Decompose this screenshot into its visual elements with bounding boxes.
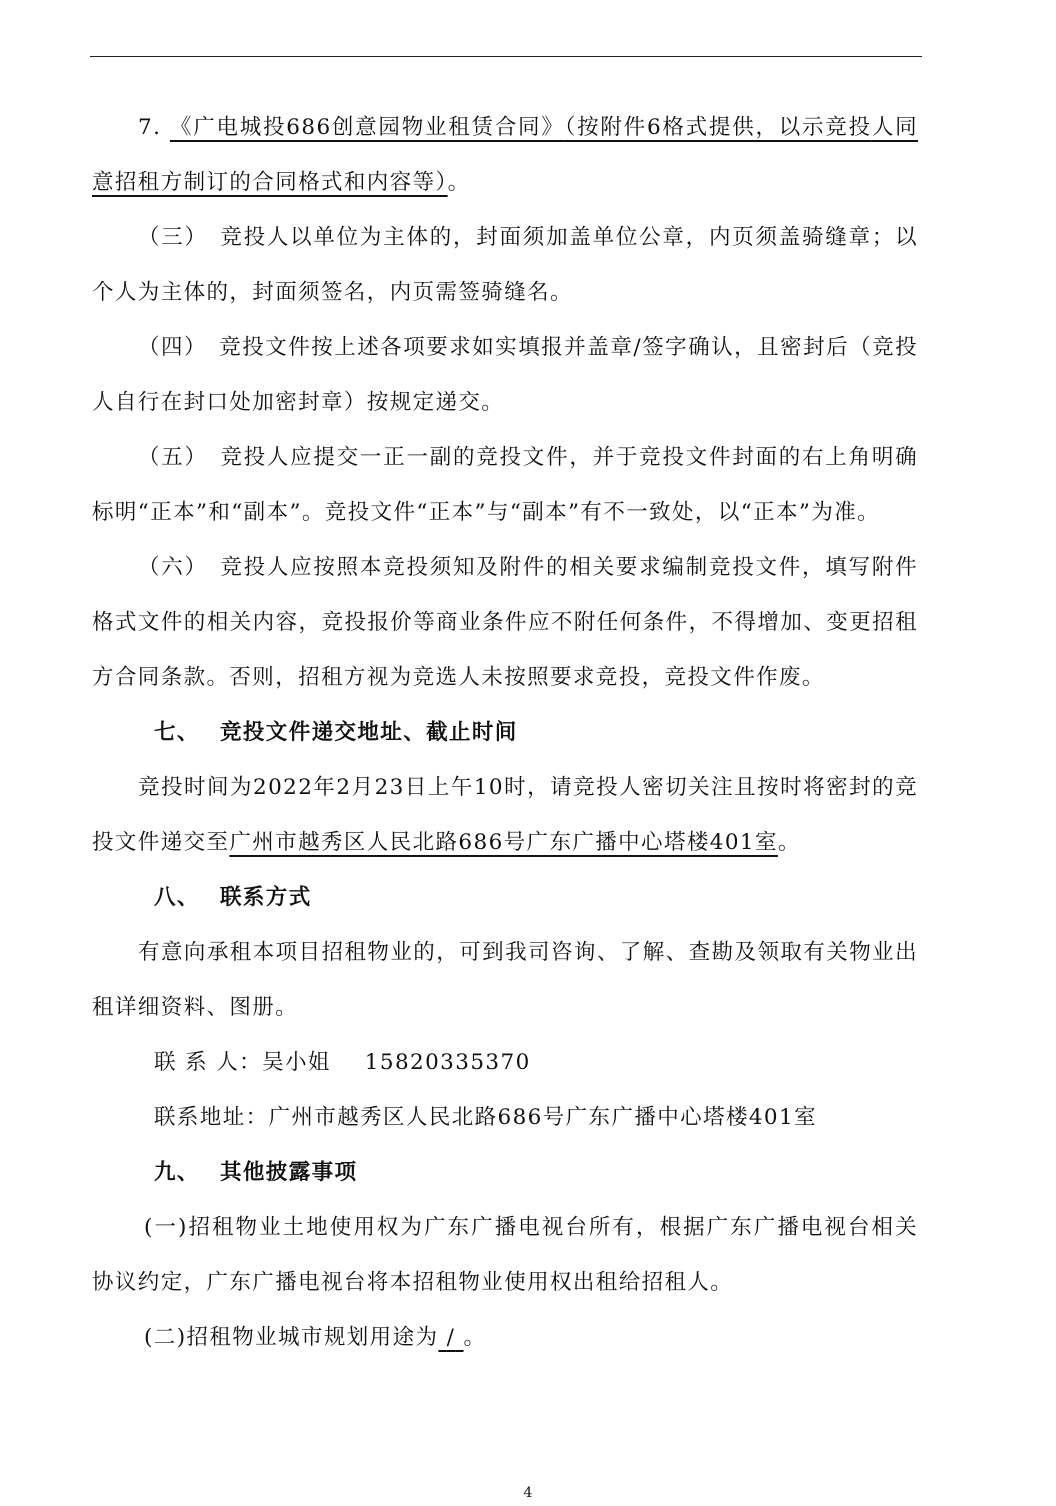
para-four: （四） 竞投文件按上述各项要求如实填报并盖章/签字确认，且密封后（竞投人自行在封口处加密封章）按规定递交。 bbox=[92, 335, 918, 415]
disclosure-two: (二)招租物业城市规划用途为 / 。 bbox=[144, 1325, 487, 1350]
contact-intro-para: 有意向承租本项目招租物业的，可到我司咨询、了解、查勘及领取有关物业出租详细资料、图册。 bbox=[92, 940, 918, 1020]
section-heading-8 bbox=[92, 870, 918, 925]
section-heading-7 bbox=[92, 705, 918, 760]
contact-phone: 15820335370 bbox=[364, 1050, 531, 1075]
section-7-number: 七、 bbox=[154, 720, 200, 745]
planned-use-value: / bbox=[446, 1325, 456, 1350]
contact-address-label: 联系地址： bbox=[154, 1105, 269, 1130]
section-9-title: 其他披露事项 bbox=[220, 1160, 358, 1185]
contact-person-line bbox=[92, 1035, 918, 1090]
section-8-number: 八、 bbox=[154, 885, 200, 910]
contact-address-value: 广州市越秀区人民北路686号广东广播中心塔楼401室 bbox=[268, 1105, 817, 1130]
submission-address: 广州市越秀区人民北路686号广东广播中心塔楼401室 bbox=[229, 830, 778, 855]
header-rule bbox=[90, 56, 922, 57]
page-number: 4 bbox=[523, 1485, 533, 1501]
section-heading-9 bbox=[92, 1145, 918, 1200]
section-9-number: 九、 bbox=[154, 1160, 200, 1185]
submission-time-para: 竞投时间为2022年2月23日上午10时，请竞投人密切关注且按时将密封的竞投文件递交至广州市越秀区人民北路686号广东广播中心塔楼401室。 bbox=[92, 775, 918, 855]
contact-address-line bbox=[92, 1090, 918, 1145]
item-7: 7. 《广电城投686创意园物业租赁合同》（按附件6格式提供，以示竞投人同意招租方制订的合同格式和内容等）。 bbox=[92, 115, 918, 195]
para-five: （五） 竞投人应提交一正一副的竞投文件，并于竞投文件封面的右上角明确标明“正本”和“副本”。竞投文件“正本”与“副本”有不一致处，以“正本”为准。 bbox=[92, 445, 918, 525]
document-body bbox=[92, 100, 918, 1365]
section-7-title: 竞投文件递交地址、截止时间 bbox=[220, 720, 518, 745]
section-8-title: 联系方式 bbox=[220, 885, 312, 910]
para-six: （六） 竞投人应按照本竞投须知及附件的相关要求编制竞投文件，填写附件格式文件的相关内容，竞投报价等商业条件应不附任何条件，不得增加、变更招租方合同条款。否则，招租方视为竞选人未按照要求竞投，竞投文件作废。 bbox=[92, 555, 918, 690]
para-three: （三） 竞投人以单位为主体的，封面须加盖单位公章，内页须盖骑缝章；以个人为主体的，封面须签名，内页需签骑缝名。 bbox=[92, 225, 918, 305]
item-7-underlined: 《广电城投686创意园物业租赁合同》（按附件6格式提供，以示竞投人同意招租方制订的合同格式和内容等） bbox=[92, 115, 918, 195]
contact-person-name: 吴小姐 bbox=[262, 1050, 331, 1075]
item-7-number: 7. bbox=[138, 115, 162, 140]
disclosure-one: (一)招租物业土地使用权为广东广播电视台所有，根据广东广播电视台相关协议约定，广东广播电视台将本招租物业使用权出租给招租人。 bbox=[92, 1215, 918, 1295]
contact-person-label: 联 系 人： bbox=[154, 1050, 263, 1075]
